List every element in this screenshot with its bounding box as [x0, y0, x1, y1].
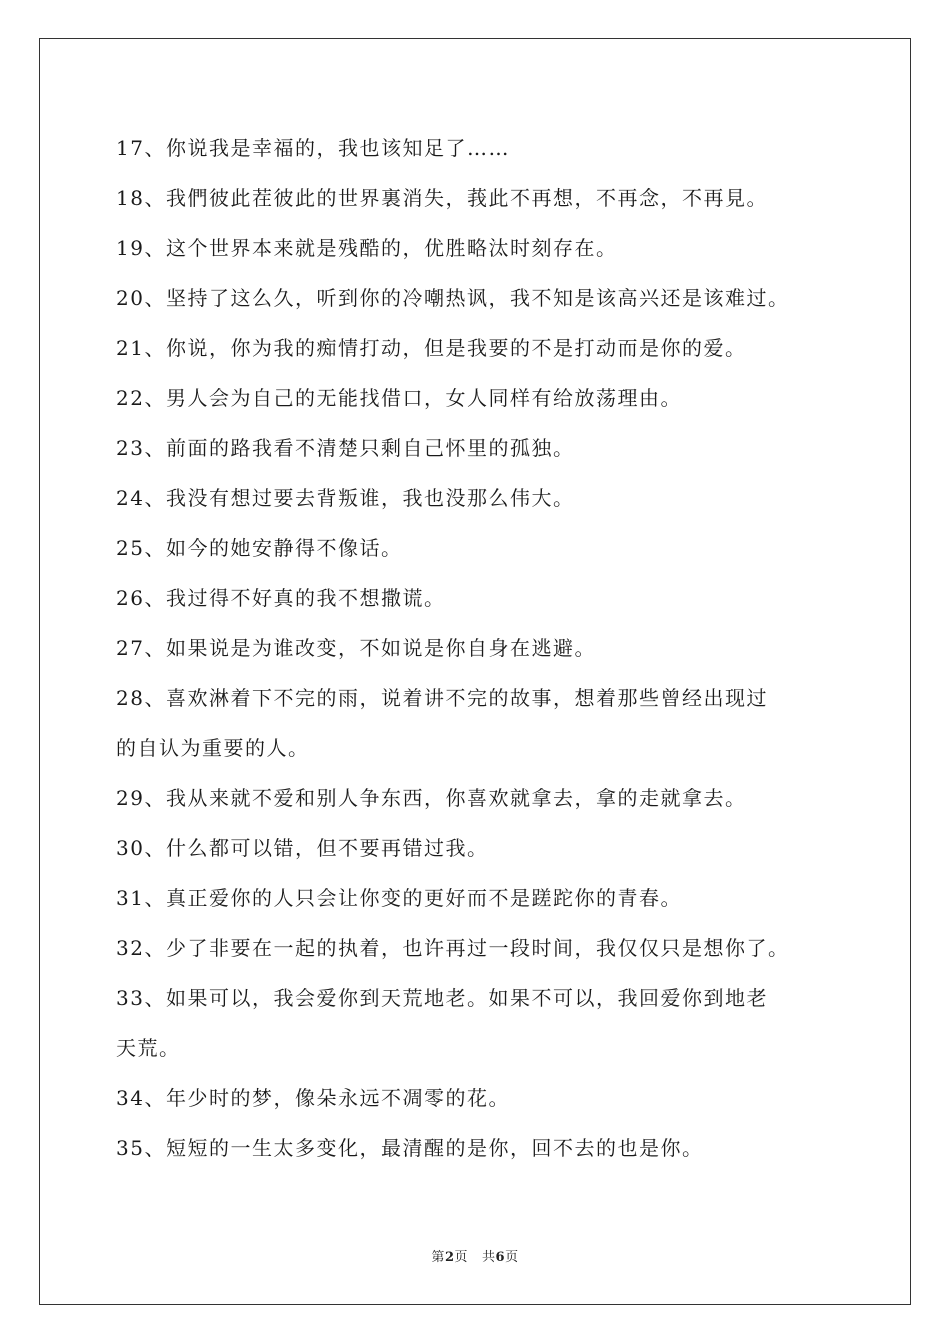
- page-number-current: 2: [444, 1250, 455, 1265]
- page-footer: [0, 1246, 950, 1265]
- text-line: 天荒。: [116, 1036, 181, 1060]
- text-line: 31、真正爱你的人只会让你变的更好而不是蹉跎你的青春。: [116, 886, 682, 910]
- text-line: 19、这个世界本来就是残酷的，优胜略汰时刻存在。: [116, 236, 618, 260]
- document-body: [116, 130, 856, 1180]
- text-line: 28、喜欢淋着下不完的雨，说着讲不完的故事，想着那些曾经出现过: [116, 686, 768, 710]
- text-line: 20、坚持了这么久，听到你的冷嘲热讽，我不知是该高兴还是该难过。: [116, 286, 790, 310]
- text-line: 22、男人会为自己的无能找借口，女人同样有给放荡理由。: [116, 386, 682, 410]
- page-total-count: 6: [495, 1250, 506, 1265]
- text-line: 33、如果可以，我会爱你到天荒地老。如果不可以，我回爱你到地老: [116, 986, 768, 1010]
- page-number-prefix: 第: [431, 1250, 445, 1265]
- text-line: 34、年少时的梦，像朵永远不凋零的花。: [116, 1086, 510, 1110]
- text-line: 25、如今的她安静得不像话。: [116, 536, 403, 560]
- text-line: 18、我們彼此茬彼此的世界裏消失，莪此不再想，不再念，不再見。: [116, 186, 768, 210]
- text-line: 35、短短的一生太多变化，最清醒的是你，回不去的也是你。: [116, 1136, 704, 1160]
- text-line: 27、如果说是为谁改变，不如说是你自身在逃避。: [116, 636, 596, 660]
- text-line: 17、你说我是幸福的，我也该知足了……: [116, 136, 510, 160]
- text-line: 29、我从来就不爱和别人争东西，你喜欢就拿去，拿的走就拿去。: [116, 786, 747, 810]
- text-line: 23、前面的路我看不清楚只剩自己怀里的孤独。: [116, 436, 575, 460]
- text-line: 32、少了非要在一起的执着，也许再过一段时间，我仅仅只是想你了。: [116, 936, 790, 960]
- page-total-prefix: 共: [482, 1250, 496, 1265]
- text-line: 26、我过得不好真的我不想撒谎。: [116, 586, 446, 610]
- page-number-suffix: 页: [454, 1250, 468, 1265]
- text-line: 21、你说，你为我的痴情打动，但是我要的不是打动而是你的爱。: [116, 336, 747, 360]
- text-line: 30、什么都可以错，但不要再错过我。: [116, 836, 489, 860]
- text-line: 的自认为重要的人。: [116, 736, 310, 760]
- text-line: 24、我没有想过要去背叛谁，我也没那么伟大。: [116, 486, 575, 510]
- page-total-suffix: 页: [505, 1250, 519, 1265]
